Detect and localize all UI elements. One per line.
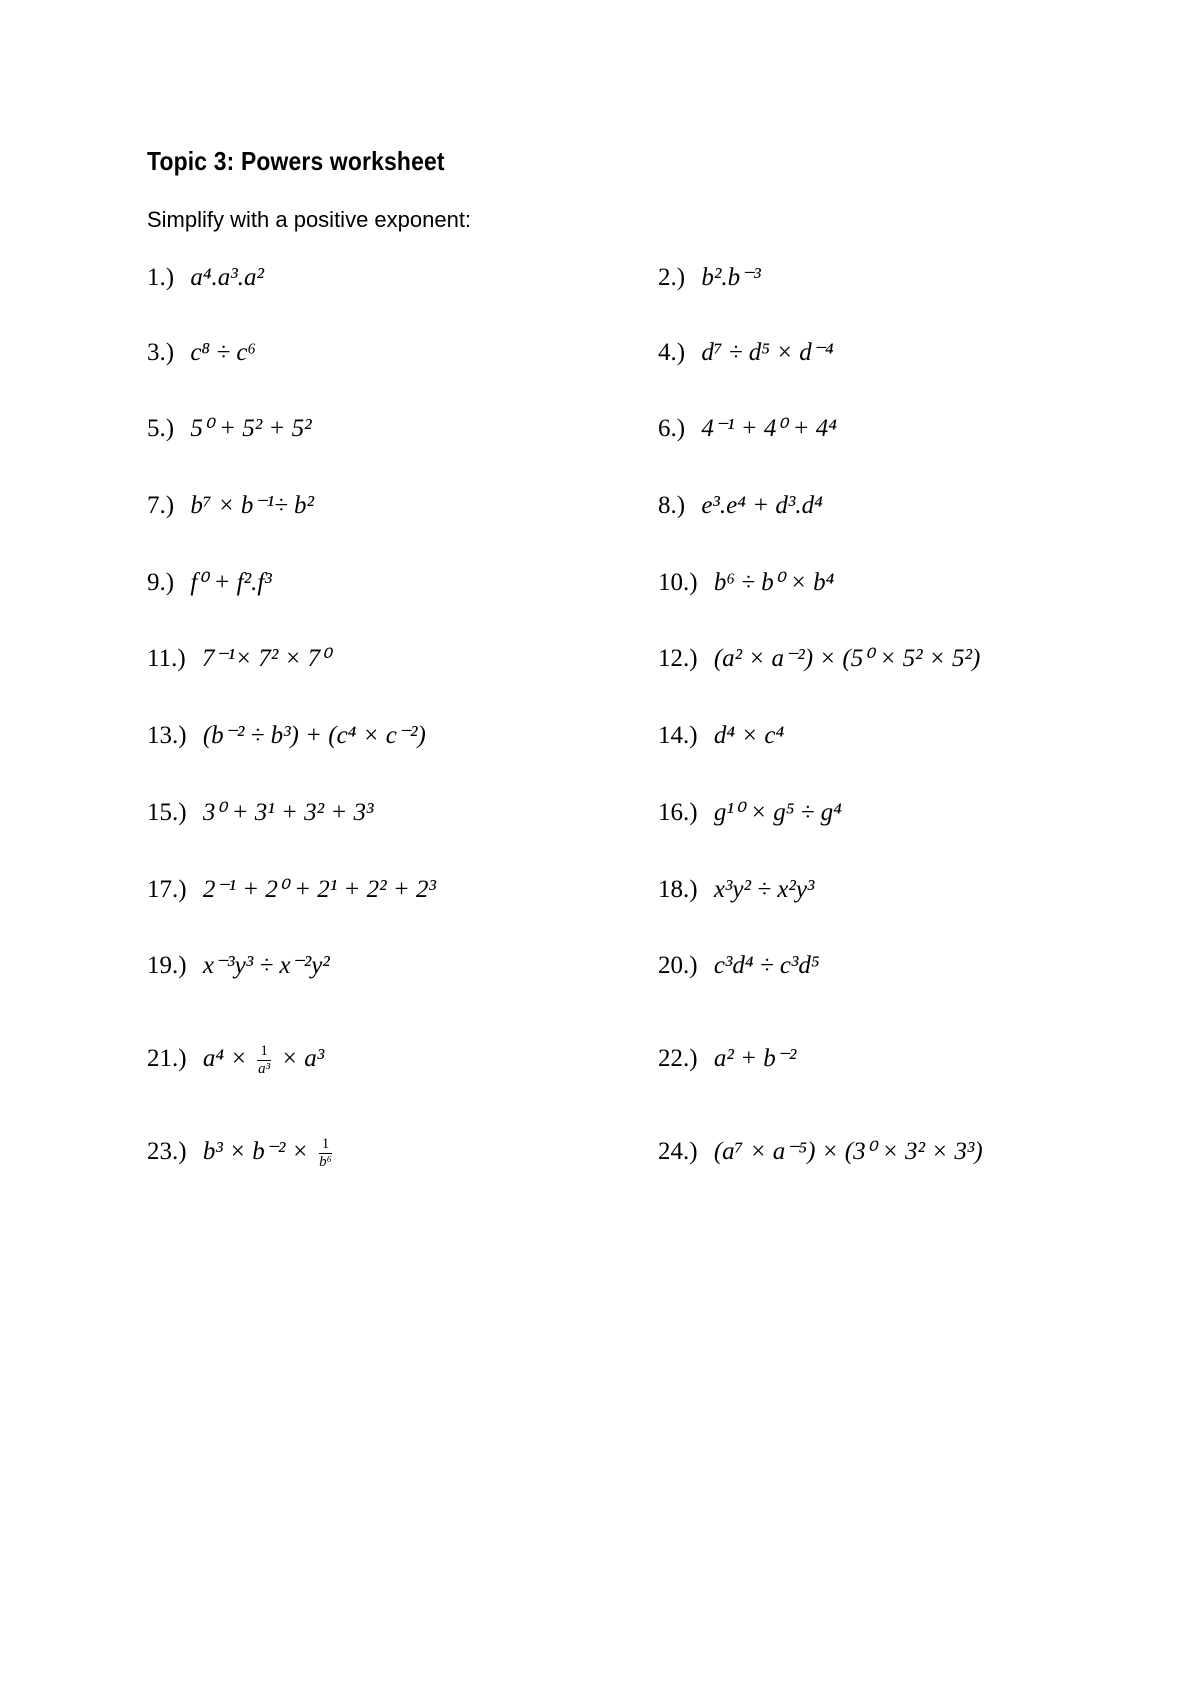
problem-16 [658, 791, 842, 835]
problem-number: 1.) [147, 264, 175, 291]
problem-14 [658, 714, 784, 758]
fraction-numerator: 1 [319, 1136, 333, 1154]
problem-1 [147, 256, 264, 300]
problem-expression: 3⁰ + 3¹ + 3² + 3³ [202, 799, 374, 826]
problem-2 [658, 256, 761, 300]
problem-19 [147, 944, 330, 988]
fraction [319, 1136, 333, 1171]
problem-expression: g¹⁰ × g⁵ ÷ g⁴ [713, 799, 842, 826]
problem-number: 20.) [658, 952, 698, 979]
problem-expression: 2⁻¹ + 2⁰ + 2¹ + 2² + 2³ [202, 876, 437, 903]
problem-7 [147, 484, 314, 528]
problem-expression-pre: a⁴ × [202, 1045, 248, 1072]
problem-expression: a⁴.a³.a² [190, 264, 265, 291]
problem-expression: f⁰ + f².f³ [190, 569, 272, 596]
problem-expression-post: × a³ [281, 1045, 325, 1072]
problem-number: 10.) [658, 569, 698, 596]
problem-number: 6.) [658, 415, 686, 442]
problem-number: 22.) [658, 1045, 698, 1072]
problem-number: 12.) [658, 645, 698, 672]
instructions: Simplify with a positive exponent: [147, 207, 472, 232]
problem-expression: x³y² ÷ x²y³ [713, 876, 815, 903]
problem-3 [147, 331, 256, 375]
problem-12 [658, 637, 980, 681]
problem-number: 4.) [658, 339, 686, 366]
problem-number: 9.) [147, 569, 175, 596]
problem-number: 8.) [658, 492, 686, 519]
problem-expression: b⁷ × b⁻¹÷ b² [190, 492, 315, 519]
problem-22 [658, 1037, 796, 1081]
problem-18 [658, 868, 814, 912]
problem-expression: 7⁻¹× 7² × 7⁰ [201, 645, 331, 672]
problem-expression: a² + b⁻² [713, 1045, 797, 1072]
problem-9 [147, 561, 272, 605]
problem-number: 19.) [147, 952, 187, 979]
problem-17 [147, 868, 436, 912]
problem-expression: x⁻³y³ ÷ x⁻²y² [202, 952, 330, 979]
problem-number: 15.) [147, 799, 187, 826]
problem-expression: 4⁻¹ + 4⁰ + 4⁴ [701, 415, 837, 442]
problem-expression: c³d⁴ ÷ c³d⁵ [713, 952, 820, 979]
fraction-denominator: b⁶ [319, 1153, 332, 1170]
problem-24 [658, 1130, 983, 1174]
problem-number: 7.) [147, 492, 175, 519]
problem-number: 13.) [147, 722, 187, 749]
problem-number: 16.) [658, 799, 698, 826]
fraction [257, 1043, 271, 1078]
problem-6 [658, 407, 837, 451]
problem-expression: b⁶ ÷ b⁰ × b⁴ [713, 569, 835, 596]
problem-23 [147, 1130, 336, 1174]
problem-expression: (a² × a⁻²) × (5⁰ × 5² × 5²) [713, 645, 981, 672]
problem-number: 18.) [658, 876, 698, 903]
problem-number: 3.) [147, 339, 175, 366]
problem-expression: b².b⁻³ [701, 264, 761, 291]
problem-number: 14.) [658, 722, 698, 749]
problem-expression: 5⁰ + 5² + 5² [190, 415, 312, 442]
problem-expression: d⁷ ÷ d⁵ × d⁻⁴ [701, 339, 834, 366]
problem-number: 11.) [147, 645, 186, 672]
problem-number: 23.) [147, 1138, 187, 1165]
problem-20 [658, 944, 820, 988]
problem-13 [147, 714, 426, 758]
problem-21 [147, 1037, 324, 1081]
problem-4 [658, 331, 834, 375]
problem-expression: e³.e⁴ + d³.d⁴ [701, 492, 823, 519]
problem-expression: (a⁷ × a⁻⁵) × (3⁰ × 3² × 3³) [713, 1138, 983, 1165]
problem-number: 21.) [147, 1045, 187, 1072]
problem-expression: c⁸ ÷ c⁶ [190, 339, 257, 366]
problem-expression: d⁴ × c⁴ [713, 722, 785, 749]
problem-expression-pre: b³ × b⁻² × [202, 1138, 309, 1165]
fraction-denominator: a³ [258, 1060, 271, 1077]
problem-11 [147, 637, 330, 681]
problem-10 [658, 561, 834, 605]
fraction-numerator: 1 [257, 1043, 271, 1061]
problem-5 [147, 407, 312, 451]
problem-number: 17.) [147, 876, 187, 903]
problem-number: 2.) [658, 264, 686, 291]
problem-expression: (b⁻² ÷ b³) + (c⁴ × c⁻²) [202, 722, 426, 749]
problem-number: 24.) [658, 1138, 698, 1165]
problem-15 [147, 791, 373, 835]
problem-number: 5.) [147, 415, 175, 442]
page-title: Topic 3: Powers worksheet [147, 146, 445, 176]
problem-8 [658, 484, 823, 528]
